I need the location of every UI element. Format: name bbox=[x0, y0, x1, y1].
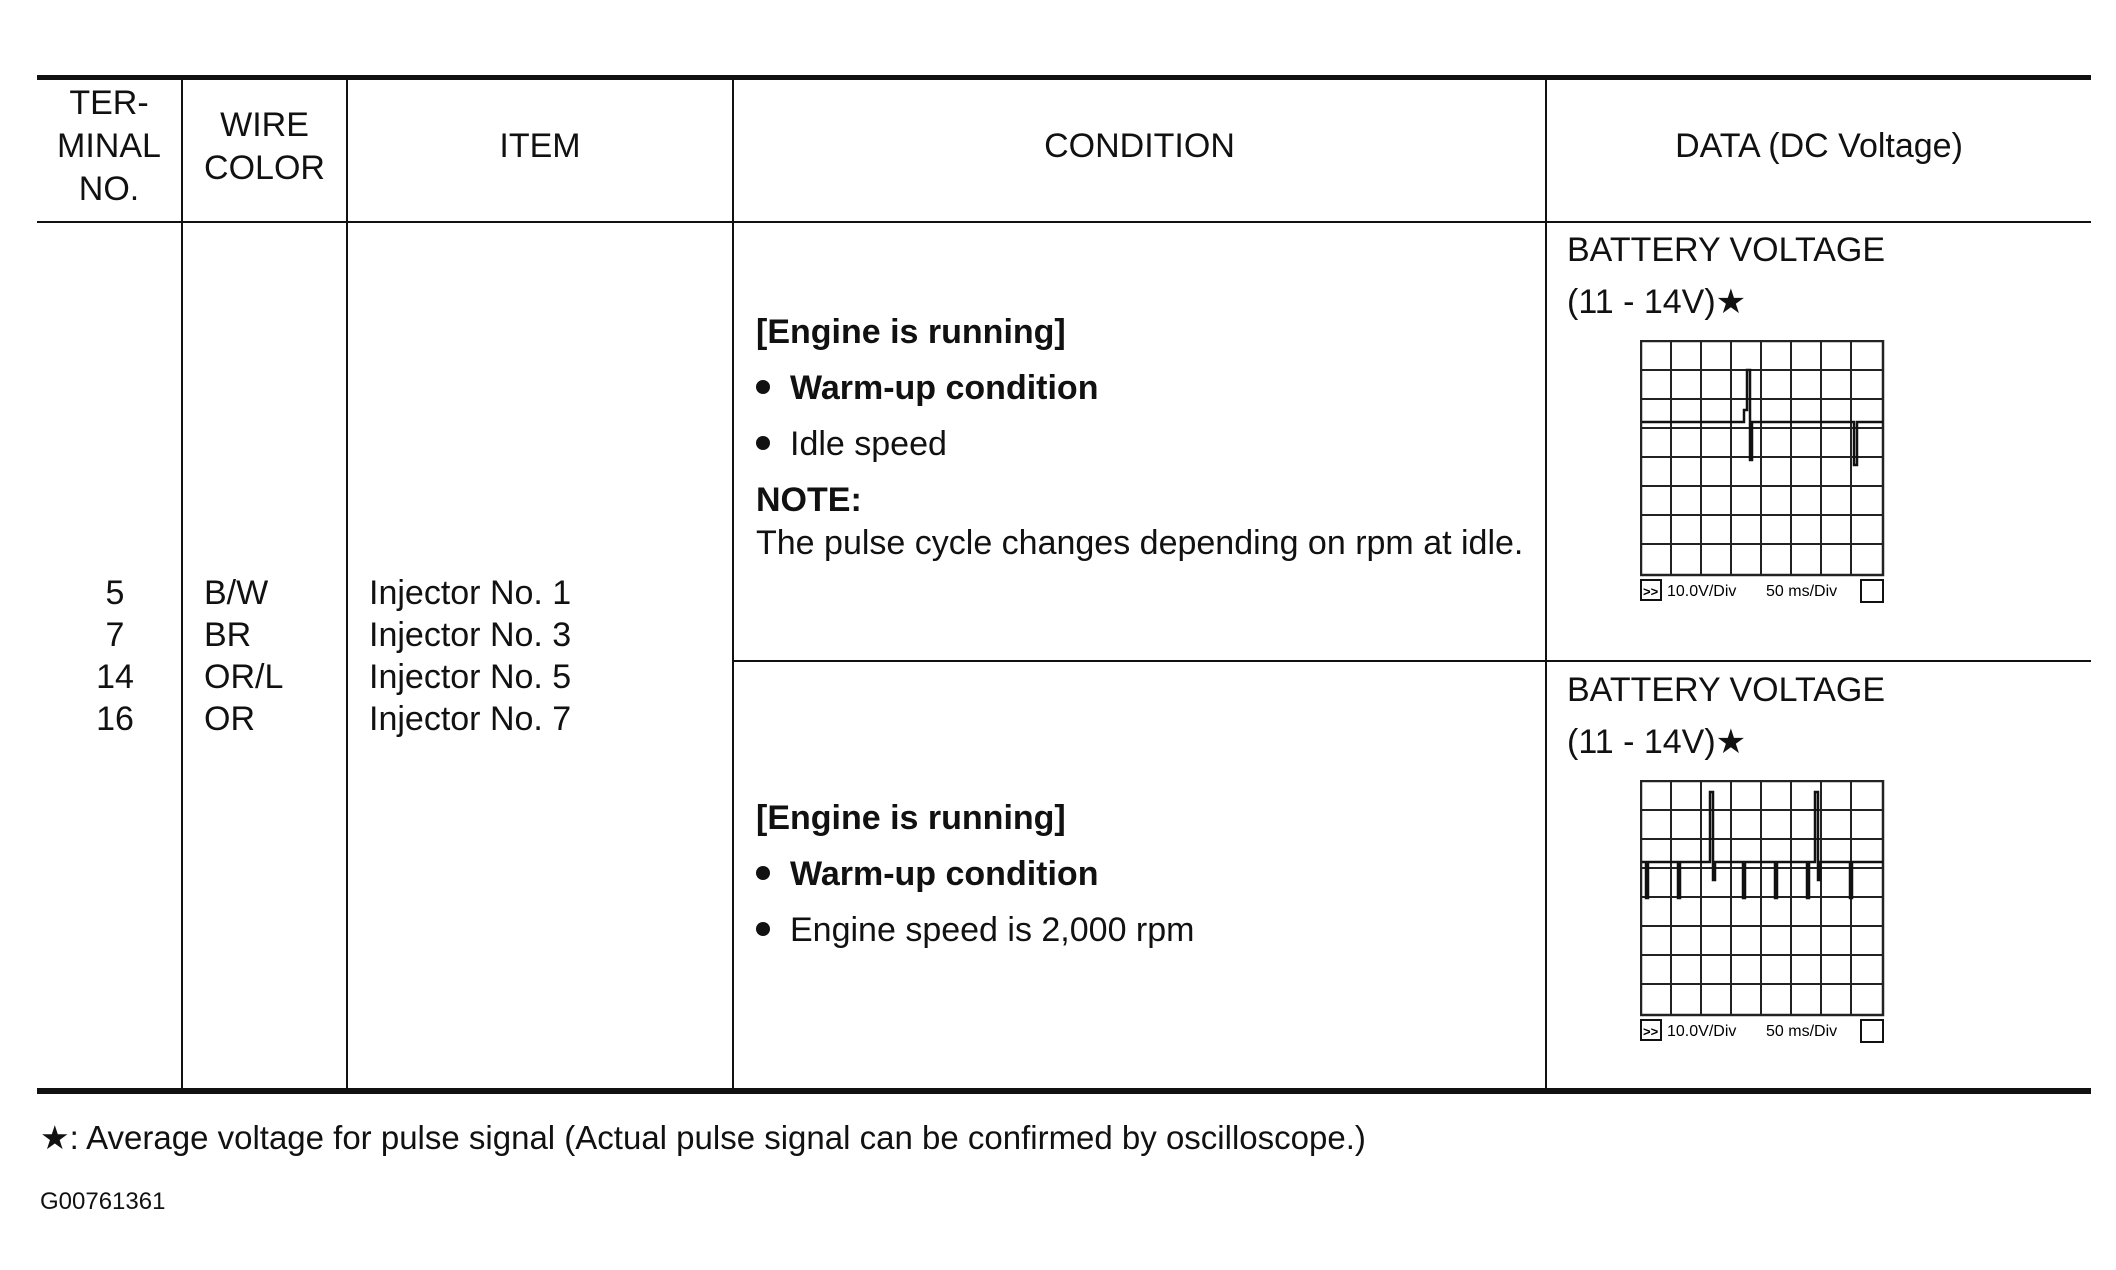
oscilloscope-waveform-2000rpm bbox=[1640, 780, 1890, 1044]
scope-time-per-div: 50 ms/Div bbox=[1766, 583, 1838, 600]
scope-grid bbox=[1641, 341, 1883, 575]
column-divider bbox=[732, 79, 734, 1089]
scope-corner-box bbox=[1861, 580, 1883, 602]
terminal-number: 5 bbox=[105, 574, 125, 612]
figure-code: G00761361 bbox=[40, 1188, 166, 1215]
condition-bullet-text: Warm-up condition bbox=[790, 855, 1099, 893]
condition-bullet bbox=[756, 846, 1194, 902]
data-line: BATTERY VOLTAGE bbox=[1567, 671, 1886, 709]
oscilloscope-waveform-idle bbox=[1640, 340, 1890, 604]
condition-bullet-text: Warm-up condition bbox=[790, 369, 1099, 407]
condition-row-1 bbox=[756, 304, 1524, 562]
wire-color: OR bbox=[204, 700, 255, 738]
bullet-icon bbox=[756, 436, 770, 450]
scope-marker: >> bbox=[1643, 584, 1659, 599]
condition-title: [Engine is running] bbox=[756, 799, 1066, 837]
header-terminal-line: NO. bbox=[78, 170, 140, 208]
wire-color: BR bbox=[204, 616, 252, 654]
terminal-list bbox=[37, 572, 193, 740]
terminal-number: 7 bbox=[105, 616, 125, 654]
note-text: The pulse cycle changes depending on rpm at idle. bbox=[756, 524, 1524, 562]
scope-time-per-div: 50 ms/Div bbox=[1766, 1023, 1838, 1040]
scope-trace bbox=[1642, 370, 1883, 465]
terminal-number: 16 bbox=[96, 700, 134, 738]
header-wire-line: COLOR bbox=[204, 149, 325, 187]
scope-corner-box bbox=[1861, 1020, 1883, 1042]
condition-title: [Engine is running] bbox=[756, 313, 1066, 351]
bullet-icon bbox=[756, 380, 770, 394]
condition-bullet bbox=[756, 416, 1523, 472]
row-divider bbox=[733, 660, 2091, 662]
header-wire-color bbox=[183, 104, 346, 190]
item-list bbox=[369, 572, 571, 740]
scope-marker: >> bbox=[1643, 1024, 1659, 1039]
terminal-number: 14 bbox=[96, 658, 134, 696]
header-terminal-line: MINAL bbox=[57, 127, 161, 165]
note-label: NOTE: bbox=[756, 481, 862, 519]
header-item: ITEM bbox=[499, 127, 581, 165]
item-name: Injector No. 1 bbox=[369, 574, 572, 612]
scope-volts-per-div: 10.0V/Div bbox=[1667, 583, 1737, 600]
data-line: BATTERY VOLTAGE bbox=[1567, 231, 1886, 269]
column-divider bbox=[346, 79, 348, 1089]
footnote: ★: Average voltage for pulse signal (Actual pulse signal can be confirmed by oscilloscope.) bbox=[40, 1119, 1366, 1156]
condition-bullet-text: Idle speed bbox=[790, 425, 947, 463]
condition-bullet bbox=[756, 902, 1194, 958]
header-terminal-no bbox=[37, 82, 181, 211]
wire-color-list bbox=[204, 572, 283, 740]
data-line: (11 - 14V)★ bbox=[1567, 283, 1747, 321]
condition-bullet bbox=[756, 360, 1523, 416]
item-name: Injector No. 3 bbox=[369, 616, 572, 654]
data-line: (11 - 14V)★ bbox=[1567, 723, 1747, 761]
header-data: DATA (DC Voltage) bbox=[1675, 127, 1963, 165]
header-terminal-line: TER- bbox=[69, 84, 149, 122]
header-wire-line: WIRE bbox=[220, 106, 309, 144]
data-row-1 bbox=[1567, 224, 1885, 328]
bullet-icon bbox=[756, 866, 770, 880]
wire-color: B/W bbox=[204, 574, 269, 612]
scope-trace bbox=[1642, 792, 1883, 898]
wire-color: OR/L bbox=[204, 658, 284, 696]
column-divider bbox=[1545, 79, 1547, 1089]
condition-bullet-text: Engine speed is 2,000 rpm bbox=[790, 911, 1195, 949]
data-row-2 bbox=[1567, 664, 1885, 768]
item-name: Injector No. 5 bbox=[369, 658, 572, 696]
item-name: Injector No. 7 bbox=[369, 700, 572, 738]
bullet-icon bbox=[756, 922, 770, 936]
scope-volts-per-div: 10.0V/Div bbox=[1667, 1023, 1737, 1040]
condition-row-2 bbox=[756, 790, 1194, 958]
header-condition: CONDITION bbox=[1044, 127, 1235, 165]
